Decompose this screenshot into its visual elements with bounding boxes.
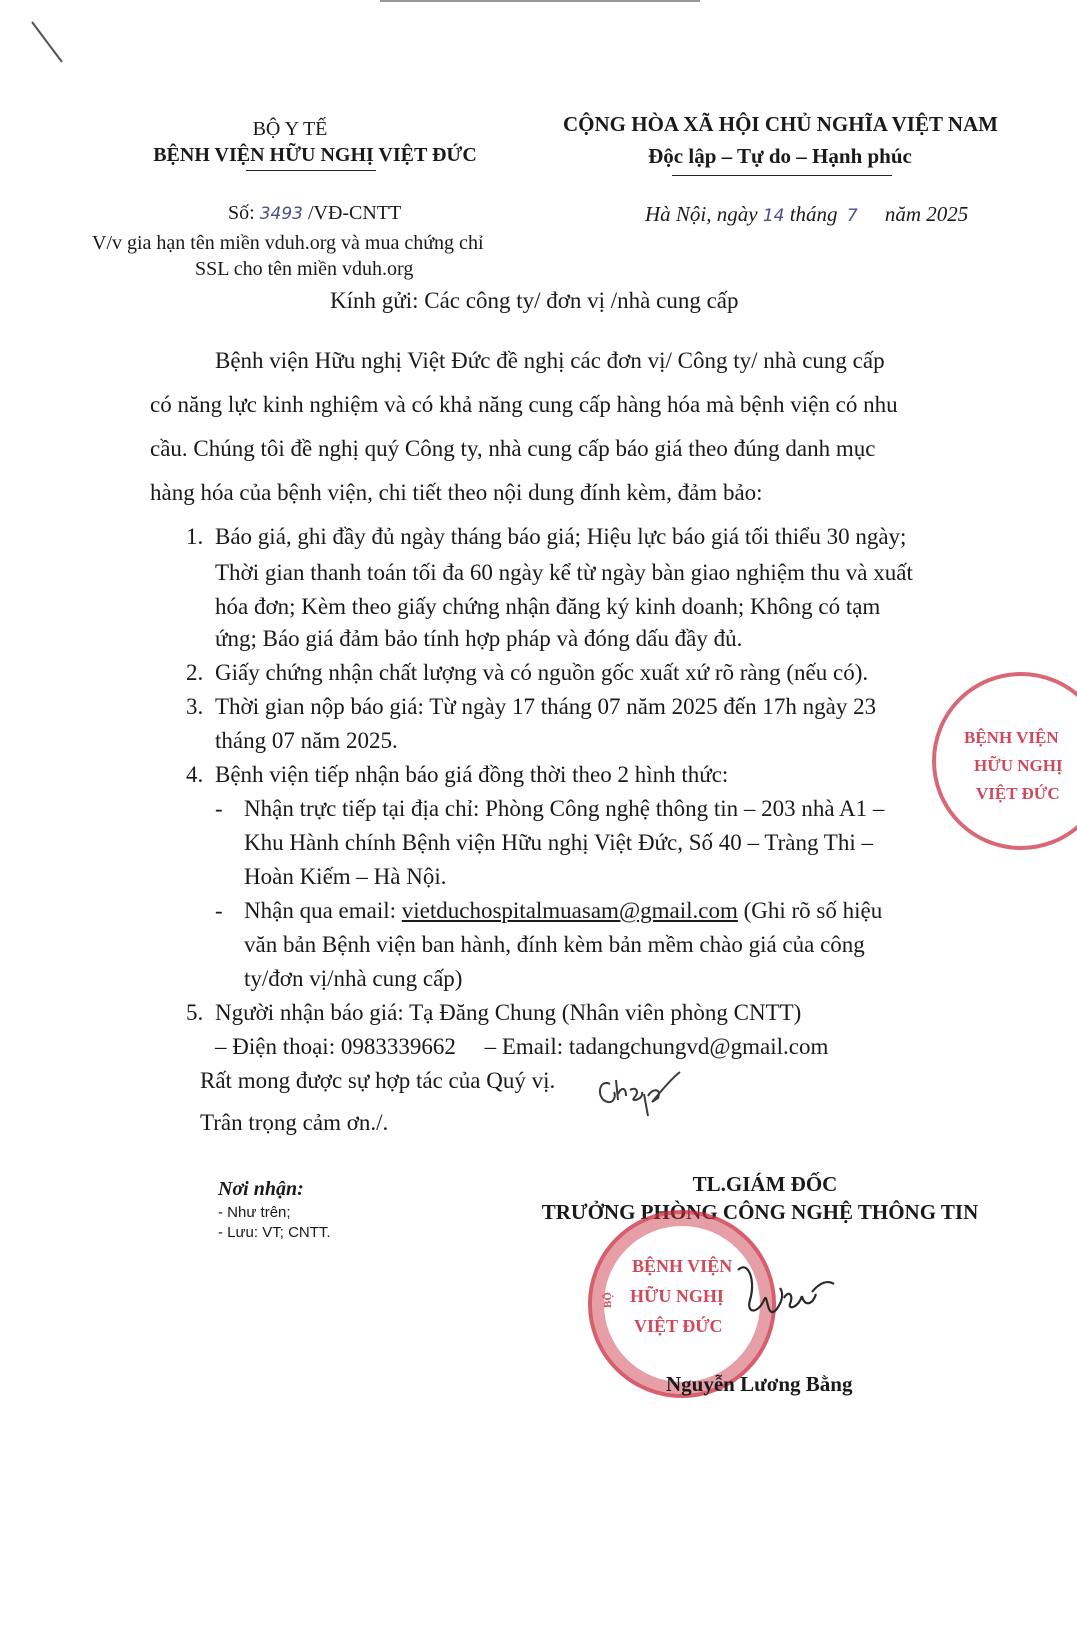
bullet-4b: - bbox=[215, 898, 223, 923]
email-suffix: (Ghi rõ số hiệu bbox=[737, 898, 883, 923]
date-month: 7 bbox=[846, 206, 858, 226]
email-prefix: Nhận qua email: bbox=[244, 898, 402, 923]
item-1-line-1: Báo giá, ghi đầy đủ ngày tháng báo giá; Hiệu lực báo giá tối thiểu 30 ngày; bbox=[215, 524, 907, 549]
partial-stamp-line-2: HỮU NGHỊ bbox=[974, 756, 1063, 775]
recipient-line: Kính gửi: Các công ty/ đơn vị /nhà cung cấp bbox=[330, 288, 739, 313]
purchase-email-link[interactable]: vietduchospitalmuasam@gmail.com bbox=[401, 898, 738, 923]
motto-underline bbox=[672, 175, 892, 176]
closing-line-2: Trân trọng cảm ơn./. bbox=[200, 1110, 389, 1135]
partial-stamp-line-1: BỆNH VIỆN bbox=[964, 728, 1059, 747]
item-number-5: 5. bbox=[186, 1000, 204, 1025]
intro-line-3: cầu. Chúng tôi đề nghị quý Công ty, nhà cung cấp báo giá theo đúng danh mục bbox=[150, 436, 876, 461]
doc-number-suffix: /VĐ-CNTT bbox=[307, 202, 402, 224]
director-signature bbox=[728, 1250, 838, 1340]
item-number-2: 2. bbox=[186, 660, 204, 685]
recipients-line-1: - Như trên; bbox=[218, 1204, 291, 1221]
scan-mark bbox=[28, 18, 68, 68]
item-4a-line-3: Hoàn Kiếm – Hà Nội. bbox=[244, 864, 447, 889]
stamp-side-text: BỘ bbox=[601, 1292, 614, 1308]
doc-number-handwritten: 3493 bbox=[259, 204, 303, 224]
bullet-4a: - bbox=[215, 796, 223, 821]
recipients-line-2: - Lưu: VT; CNTT. bbox=[218, 1224, 331, 1241]
doc-number-label: Số: bbox=[228, 202, 255, 224]
subject-line-1: V/v gia hạn tên miền vduh.org và mua chứng chỉ bbox=[92, 232, 484, 254]
item-1-line-3: hóa đơn; Kèm theo giấy chứng nhận đăng ký kinh doanh; Không có tạm bbox=[215, 594, 881, 619]
item-1-line-4: ứng; Báo giá đảm bảo tính hợp pháp và đóng dấu đầy đủ. bbox=[215, 626, 743, 651]
scan-line-top bbox=[380, 0, 700, 2]
initials-scribble bbox=[592, 1066, 682, 1126]
stamp-line-1: BỆNH VIỆN bbox=[632, 1256, 733, 1276]
date-year: năm 2025 bbox=[884, 202, 969, 226]
intro-line-1: Bệnh viện Hữu nghị Việt Đức đề nghị các đơn vị/ Công ty/ nhà cung cấp bbox=[215, 348, 885, 373]
contact-line: – Điện thoại: 0983339662 – Email: tadangchungvd@gmail.com bbox=[215, 1034, 829, 1059]
subject-line-2: SSL cho tên miền vduh.org bbox=[195, 258, 414, 280]
item-4-text: Bệnh viện tiếp nhận báo giá đồng thời theo 2 hình thức: bbox=[215, 762, 729, 787]
signer-name: Nguyễn Lương Bằng bbox=[666, 1372, 853, 1396]
intro-line-2: có năng lực kinh nghiệm và có khả năng cung cấp hàng hóa mà bệnh viện có nhu bbox=[150, 392, 898, 417]
stamp-line-2: HỮU NGHỊ bbox=[630, 1286, 724, 1306]
date-day: 14 bbox=[762, 206, 785, 226]
date-month-label: tháng bbox=[789, 202, 838, 226]
document-number bbox=[228, 202, 401, 225]
recipients-title: Nơi nhận: bbox=[218, 1178, 304, 1200]
signature-title-2: TRƯỞNG PHÒNG CÔNG NGHỆ THÔNG TIN bbox=[541, 1200, 979, 1224]
item-5-text: Người nhận báo giá: Tạ Đăng Chung (Nhân viên phòng CNTT) bbox=[215, 1000, 802, 1025]
item-3-line-2: tháng 07 năm 2025. bbox=[215, 728, 398, 753]
item-4b-line-1 bbox=[244, 898, 882, 924]
national-motto: Độc lập – Tự do – Hạnh phúc bbox=[648, 144, 912, 168]
item-1-line-2: Thời gian thanh toán tối đa 60 ngày kể từ ngày bàn giao nghiệm thu và xuất bbox=[215, 560, 913, 585]
item-4b-line-2: văn bản Bệnh viện ban hành, đính kèm bản mềm chào giá của công bbox=[244, 932, 865, 957]
date-prefix: Hà Nội, ngày bbox=[645, 202, 758, 226]
item-4a-line-1: Nhận trực tiếp tại địa chỉ: Phòng Công nghệ thông tin – 203 nhà A1 – bbox=[244, 796, 885, 821]
hospital-name: BỆNH VIỆN HỮU NGHỊ VIỆT ĐỨC bbox=[153, 144, 477, 166]
document-date bbox=[645, 202, 968, 227]
closing-line-1: Rất mong được sự hợp tác của Quý vị. bbox=[200, 1068, 556, 1093]
signature-title-1: TL.GIÁM ĐỐC bbox=[692, 1172, 838, 1196]
intro-line-4: hàng hóa của bệnh viện, chi tiết theo nội dung đính kèm, đảm bảo: bbox=[150, 480, 763, 505]
item-2-text: Giấy chứng nhận chất lượng và có nguồn gốc xuất xứ rõ ràng (nếu có). bbox=[215, 660, 869, 685]
item-number-4: 4. bbox=[186, 762, 204, 787]
partial-stamp-line-3: VIỆT ĐỨC bbox=[976, 784, 1060, 803]
country-name: CỘNG HÒA XÃ HỘI CHỦ NGHĨA VIỆT NAM bbox=[562, 112, 999, 136]
ministry-name: BỘ Y TẾ bbox=[252, 118, 328, 140]
item-number-1: 1. bbox=[186, 524, 204, 549]
item-number-3: 3. bbox=[186, 694, 204, 719]
stamp-line-3: VIỆT ĐỨC bbox=[634, 1316, 723, 1336]
item-4a-line-2: Khu Hành chính Bệnh viện Hữu nghị Việt Đức, Số 40 – Tràng Thi – bbox=[244, 830, 873, 855]
hospital-underline bbox=[246, 170, 376, 171]
item-4b-line-3: ty/đơn vị/nhà cung cấp) bbox=[244, 966, 463, 991]
item-3-line-1: Thời gian nộp báo giá: Từ ngày 17 tháng 07 năm 2025 đến 17h ngày 23 bbox=[215, 694, 877, 719]
partial-stamp-right bbox=[932, 672, 1077, 850]
